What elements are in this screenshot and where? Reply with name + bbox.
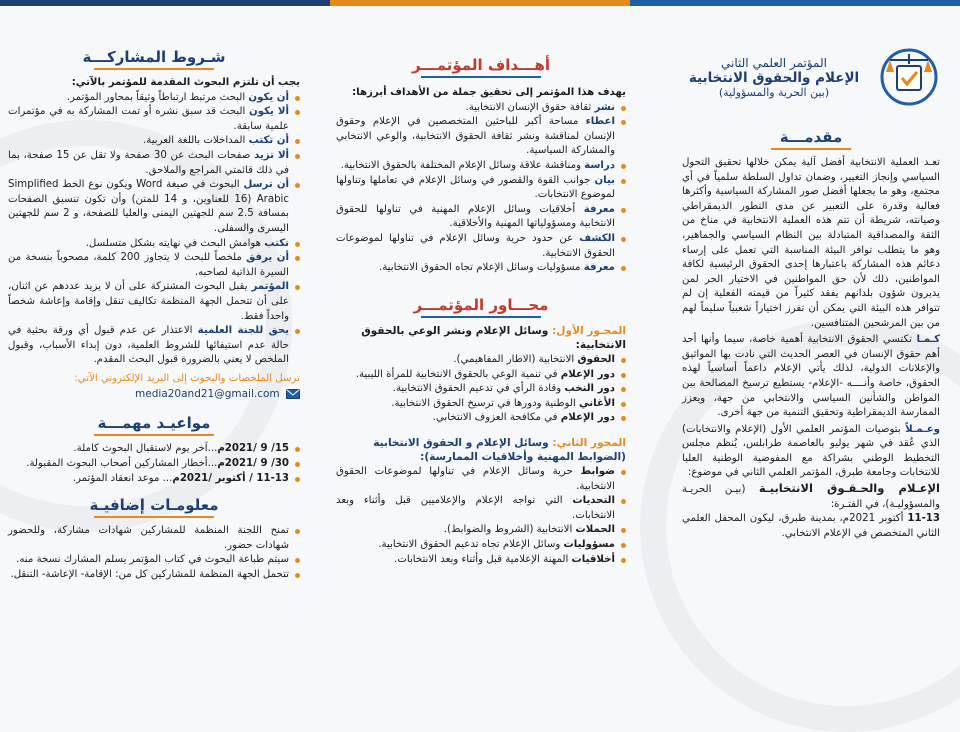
intro-paragraph-4: الإعـلام والحـقـوق الانتخابيـة (بيـن الحريـة والمسؤوليـة)، في الفتـرة: [682,481,940,510]
item-text: ...آخر يوم لاستقبال البحوث كاملة. [73,443,218,455]
bullet-icon [621,470,626,475]
bullet-icon [621,387,626,392]
item-key: 15/ 9 /2021م [217,443,289,455]
list-item [8,442,300,457]
item-key: نشر [594,101,615,113]
item-key: الأغاني [579,397,615,409]
item-text: التي تواجه الإعلام والإعلاميين قبل وأثناء وبعد الانتخابات. [336,495,615,521]
item-key: تكتب [264,237,289,249]
item-text: في تنمية الوعي بالحقوق الانتخابية للمرأة الليبية. [355,368,561,380]
list-item [336,523,626,538]
bullet-icon [621,543,626,548]
bullet-icon [295,285,300,290]
item-key: أن يكون [248,91,289,103]
list-item [336,411,626,426]
intro-paragraph-5: 11-13 أكتوبر 2021م، بمدينة طبرق، ليكون المحفل العلمي الثاني المتخصص في الإعلام الانتخابي. [682,513,940,539]
item-key: بيان [594,174,615,186]
logo-line3: (بين الحرية والمسؤولية) [718,86,830,99]
bullet-icon [295,110,300,115]
item-text: يقبل البحوث المشتركة على أن لا يزيد عددهم عن اثنان، على أن تتحمل الجهة المنظمة تكاليف تنقل وإقامة وإعاشة شخصاً واحداً فقط. [8,281,289,322]
list-item [336,232,626,261]
bullet-icon [621,208,626,213]
list-item [8,134,300,149]
item-key: دور الإعلام [560,412,615,424]
item-key: معرفة [583,203,615,215]
list-item [336,115,626,159]
bullet-icon [295,529,300,534]
list-item [8,280,300,324]
list-item [336,465,626,494]
envelope-icon [286,389,300,399]
bullet-icon [621,120,626,125]
bullet-icon [621,266,626,271]
item-key: ألا يكون [249,106,289,118]
item-key: أخلاقيات [571,553,615,565]
list-item [336,203,626,232]
item-key: أن تكتب [248,135,289,147]
item-text: مسؤوليات وسائل الإعلام تجاه الحقوق الانتخابية. [378,262,584,274]
item-text: البحث قد سبق نشره أو تمت المشاركة به في مؤتمرات علمية سابقة. [8,106,289,132]
item-key: مسؤوليات [563,539,615,551]
list-item [336,101,626,116]
bullet-icon [621,402,626,407]
list-item [336,353,626,368]
extra-title: معلومـات إضافيـة [8,496,300,518]
axis2-list [336,465,626,567]
item-text: مساحة أكبر للباحثين المتخصصين في الإعلام وحقوق الإنسان لمناقشة ونشر ثقافة الحقوق الانتخابية، والوعي الانتخابي والمشاركة السياسية. [336,116,615,157]
bullet-icon [295,242,300,247]
bullet-icon [621,499,626,504]
list-item [8,237,300,252]
list-item [8,91,300,106]
item-text: حرية وسائل الإعلام في تناولها لموضوعات الحقوق الانتخابية. [336,466,615,492]
axis1-heading: المحـور الأول: وسائل الإعلام ونشر الوعي بالحقوق الانتخابية: [361,324,626,352]
list-item [8,472,300,487]
extra-list [8,524,300,582]
item-text: أخلاقيات وسائل الإعلام المهنية في تناولها للحقوق الانتخابية ومسؤولياتها المهنية والأخلاقية. [336,203,615,230]
list-item [8,251,300,280]
intro-column [648,0,960,702]
intro-paragraph-2: كـمـا تكتسي الحقوق الانتخابية أهمية خاصة، سيما وأنها أحد أهم حقوق الإنسان في العصر الحديث التي نادت بها المواثيق والإعلانات الدولية، لذلك يأتي الإعلام داعماً أساسياً لهذه الحقوق، خاصة وأنــــه -الإعلام- يستطيع ترسيخ المصالحة بين المواطن والشأنين السياسي والانتخابي من جهة، ويعزز الممارسة الديمقراطية وتحقيق التنمية من جهة أخرى. [682,334,940,419]
bullet-icon [295,154,300,159]
conditions-lead: يجب أن تلتزم البحوث المقدمة للمؤتمر بالآتي: [71,77,300,88]
item-text: وسائل الإعلام تجاه تدعيم الحقوق الانتخابية. [378,539,564,551]
list-item [336,397,626,412]
item-text: ثقافة حقوق الإنسان الانتخابية. [465,101,595,113]
dates-title: مواعيـد مهمـــة [8,414,300,436]
bullet-icon [621,528,626,533]
bullet-icon [621,237,626,242]
list-item [8,457,300,472]
bullet-icon [621,558,626,563]
item-key: 30/ 9 /2021م [217,458,289,470]
list-item [336,159,626,174]
axes-title: محـــاور المؤتمـــر [336,296,626,318]
list-item [8,524,300,553]
item-key: دور الإعلام [560,368,615,380]
bullet-icon [295,329,300,334]
bullet-icon [295,447,300,452]
item-key: التحديات [572,495,615,507]
scales-check-icon [878,46,940,108]
bullet-icon [295,183,300,188]
item-key: اعطاء [585,116,615,128]
item-text: صفحات البحث عن 30 صفحة ولا تقل عن 15 صفحة، بما في ذلك قائمتي المراجع والملاحق. [8,149,289,176]
email-address[interactable]: media20and21@gmail.com [135,388,280,401]
item-key: الحملات [575,524,615,536]
item-key: دور النخب [564,383,615,395]
item-text: ... موعد انعقاد المؤتمر. [72,472,173,484]
item-text: تمنح اللجنة المنظمة للمشاركين شهادات مشاركة، وللحضور شهادات حضور. [8,525,289,551]
goals-list [336,101,626,276]
list-item [8,178,300,236]
list-item [336,553,626,568]
item-text: ومناقشة علاقة وسائل الإعلام المختلفة بالحقوق الانتخابية. [340,159,585,171]
conditions-list [8,91,300,368]
bullet-icon [295,462,300,467]
item-text: الانتخابية (الاطار المفاهيمي). [453,353,578,365]
item-key: معرفة [583,262,615,274]
item-key: يحق للجنة العلمية [197,325,290,337]
item-text: الانتخابية (الشروط والضوابط). [443,524,576,536]
axis1-list [336,353,626,426]
list-item [8,324,300,368]
item-key: ضوابط [580,466,615,478]
email-prompt: ترسل الملخصات والبحوث إلى البريد الإلكتروني الآتي: [74,372,300,384]
bullet-icon [295,256,300,261]
list-item [8,149,300,178]
bullet-icon [295,558,300,563]
logo-line2: الإعلام والحقوق الانتخابية [688,70,860,86]
item-key: أن يرفق [246,252,289,264]
item-text: الاعتذار عن عدم قبول أي ورقة بحثية في حالة عدم استيفائها للشروط العلمية، دون إبداء الأسباب، وقبول الملخص لا يعني بالضرورة قبول البحث المقدم. [8,325,289,366]
bullet-icon [621,179,626,184]
item-text: تتحمل الجهة المنظمة للمشاركين كل من: الإقامة- الإعاشة- التنقل. [10,569,289,581]
bullet-icon [621,373,626,378]
item-text: ...أخطار المشاركين أصحاب البحوث المقبولة. [26,458,218,470]
conditions-title: شـروط المشاركـــة [8,48,300,70]
intro-paragraph-1: تعـد العملية الانتخابية أفضل آلية يمكن خلالها تحقيق التحول السياسي وإنجاز التغيير، وضمان تداول السلطة سلمياً في أي مجتمع، وهو ما يجعلها أفضل صور المشاركة السياسية وأكثرها فعالية وقدرة على التعبير عن مدى التطور الديمقراطي وصيانته، شريطة أن تتم هذه العملية الانتخابية في مناخ من الثقة والمصداقية المتبادلة بين النظام السياسي والجماهير، وهو ما يتطلب توافر البيئة المناسبة التي تعمل على إرساء دعائم هذه المشاركة باعتبارها إحدى الحقوق الرئيسية لكافة المواطنين، ذلك لأن حق المواطنين في الاختيار الحر لمن يديرون شؤون بلدانهم يفقد كثيراً من قيمته الفعلية إن لم تتوافر هذه البيئة التي يمكن أن تفرز اختياراً شعبياً سليماً لهم من بين المرشحين المتنافسين. [682,157,940,329]
intro-title: مقدمـــة [682,128,940,150]
logo-line1: المؤتمر العلمي الثاني [721,56,827,70]
item-text: سيتم طباعة البحوث في كتاب المؤتمر يسلم المشارك نسخة منه. [16,554,289,566]
item-text: البحث مرتبط ارتباطاً وثيقاً بمحاور المؤتمر. [66,91,249,103]
item-text: جوانب القوة والقصور في وسائل الإعلام في تعاملها وتناولها لموضوع الانتخابات. [336,174,615,201]
list-item [8,105,300,134]
dates-list [8,442,300,486]
item-text: المهنة الإعلامية قبل وأثناء وبعد الانتخابات. [394,553,572,565]
list-item [336,538,626,553]
item-text: في مكافحة العزوف الانتخابي. [432,412,561,424]
item-text: البحوث في صيغة Word ويكون نوع الخط Simplified Arabic (16 للعناوين، و 14 للمتن) وأن تكون تنسيق الصفحات بمسافة 2.5 سم للجهتين اليمنى والعليا للصفحة، و 2 سم للجهتين اليسرى والسفلى. [8,179,289,234]
list-item [336,494,626,523]
conditions-column [0,0,312,702]
item-key: دراسة [584,159,615,171]
item-key: أن ترسل [243,179,290,191]
email-row [8,386,300,402]
item-key: الحقوق [577,353,615,365]
item-text: وقادة الرأي في تدعيم الحقوق الانتخابية. [392,383,565,395]
bullet-icon [621,358,626,363]
list-item [8,553,300,568]
item-text: عن حدود حرية وسائل الإعلام في تناولها لموضوعات الحقوق الانتخابية. [336,232,615,259]
bullet-icon [295,139,300,144]
list-item [8,568,300,583]
bullet-icon [295,477,300,482]
goals-axes-column [324,0,636,702]
bullet-icon [621,416,626,421]
item-text: هوامش البحث في نهايته بشكل متسلسل. [85,237,265,249]
goals-lead: يهدف هذا المؤتمر إلى تحقيق جملة من الأهداف أبرزها: [352,87,626,98]
list-item [336,382,626,397]
item-key: الكشف [579,232,615,244]
axis2-heading: المحور الثاني: وسائل الإعلام و الحقوق الانتخابية (الضوابط المهنية وأخلاقيات الممارسة): [373,436,626,464]
item-key: 11-13 / أكتوبر /2021م [172,472,289,484]
list-item [336,174,626,203]
item-text: الوطنية ودورها في ترسيخ الحقوق الانتخابية. [391,397,579,409]
item-key: المؤتمر [251,281,289,293]
list-item [336,368,626,383]
item-text: ملخصاً للبحث لا يتجاوز 200 كلمة، مصحوباً بنسخة من السيرة الذاتية لصاحبه. [8,252,289,278]
list-item [336,261,626,276]
item-key: ألا تزيد [254,149,290,161]
conference-logo [678,44,940,114]
bullet-icon [295,573,300,578]
goals-title: أهـــداف المؤتمـــر [336,56,626,78]
bullet-icon [295,96,300,101]
item-text: المداخلات باللغة العربية. [143,135,249,147]
intro-paragraph-3: وعـمـلاً بتوصيات المؤتمر العلمي الأول (الإعلام والانتخابات) الذي عُقد في شهر يوليو بالعاصمة طرابلس، يُنظم مجلس التخطيط الوطني بشراكة مع المفوضية الوطنية العليا للانتخابات وجامعة طبرق، المؤتمر العلمي الثاني في موضوع: [682,423,940,479]
bullet-icon [621,106,626,111]
bullet-icon [621,164,626,169]
